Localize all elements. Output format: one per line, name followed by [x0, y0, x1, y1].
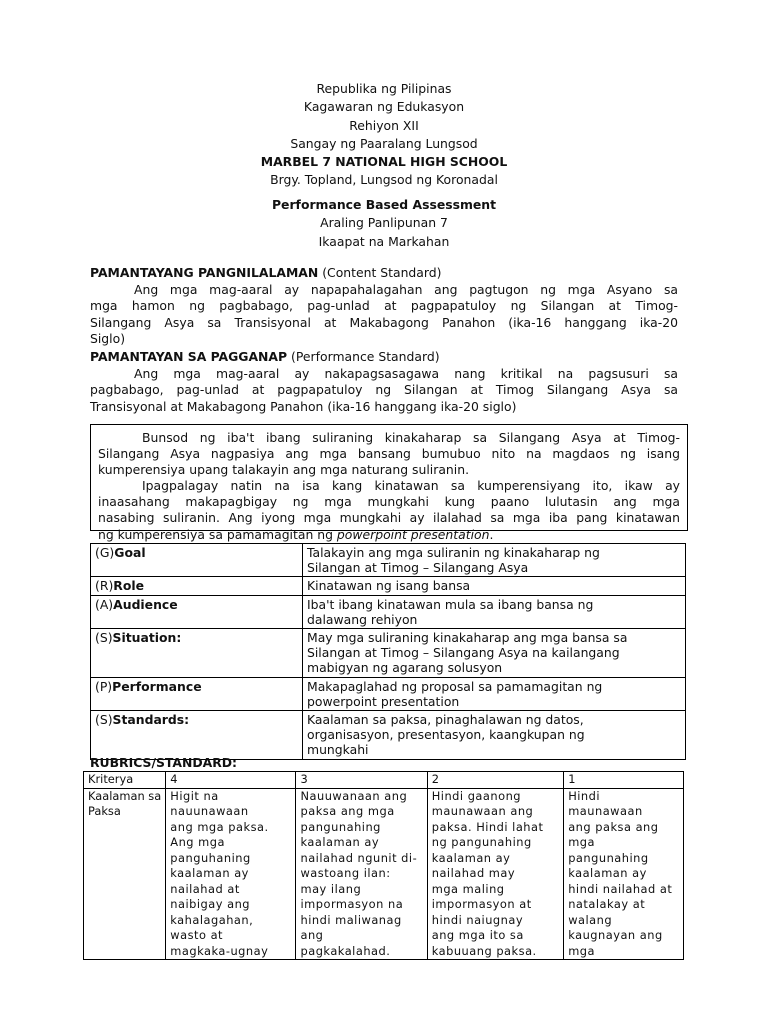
rubric-descriptor-line: kaalaman ay: [431, 850, 511, 865]
scenario-emphasis: powerpoint presentation: [336, 526, 490, 542]
grasps-value-line: May mga suliraning kinakaharap ang mga bansa sa: [307, 630, 628, 646]
grasps-value-cell: [303, 577, 686, 595]
grasps-label: Audience: [113, 596, 178, 612]
rubric-descriptor-line: pagkakalahad.: [300, 943, 391, 958]
header-line-department: Kagawaran ng Edukasyon: [303, 99, 465, 115]
rubric-descriptor-line: pangunahing: [300, 819, 381, 834]
grasps-value-cell: [303, 595, 686, 628]
rubric-header-cell: 2: [427, 772, 563, 789]
scenario-line: inaasahang makapagbigay ng mga mungkahi kung paano lulutasin ang mga: [98, 494, 680, 510]
content-standard-heading-en: (Content Standard): [318, 265, 442, 280]
rubric-descriptor-line: hindi maliwanag: [300, 912, 402, 927]
performance-standard-line: Ang mga mag-aaral ay nakapagsasagawa nang kritikal na pagsusuri sa: [134, 365, 678, 381]
rubric-descriptor-line: ang paksa ang: [568, 819, 659, 834]
rubric-descriptor-line: ang mga paksa.: [170, 819, 269, 834]
rubric-descriptor-line: kaugnayan ang: [568, 928, 663, 942]
performance-standard-line: Transisyonal at Makabagong Panahon (ika-16 hanggang ika-20 siglo): [90, 398, 517, 414]
performance-standard-section: [90, 349, 678, 415]
scenario-box: [90, 424, 688, 542]
grasps-value-line: Talakayin ang mga suliranin ng kinakaharap ng: [307, 545, 600, 560]
school-address: Brgy. Topland, Lungsod ng Koronadal: [270, 172, 498, 188]
header-line-division: Sangay ng Paaralang Lungsod: [290, 135, 478, 151]
rubric-descriptor-line: nailahad ngunit di-: [300, 850, 418, 865]
grasps-value-cell: [303, 711, 686, 760]
rubric-descriptor-line: paksa ang mga: [300, 804, 395, 818]
rubric-descriptor-line: walang: [568, 912, 613, 927]
header-line-republic: Republika ng Pilipinas: [316, 81, 452, 96]
rubric-descriptor-line: kahalagahan,: [170, 912, 254, 927]
grasps-label: Standards:: [112, 712, 190, 728]
performance-standard-heading-en: (Performance Standard): [287, 349, 440, 364]
grasps-value-line: powerpoint presentation: [307, 693, 460, 709]
rubric-descriptor-line: wastoang ilan:: [300, 866, 391, 880]
rubric-descriptor-line: kaalaman ay: [300, 835, 380, 849]
content-standard-heading: PAMANTAYANG PANGNILALAMAN: [90, 265, 319, 280]
rubric-descriptor-line: maunawaan: [568, 804, 643, 818]
rubric-descriptor-line: natalakay at: [568, 897, 646, 911]
rubrics-body-row: [84, 788, 684, 960]
grasps-value-line: mabigyan ng agarang solusyon: [307, 660, 503, 676]
rubric-descriptor-line: pangunahing: [568, 850, 649, 865]
grasps-label: Goal: [114, 545, 146, 560]
assessment-title: Performance Based Assessment: [271, 197, 497, 212]
grasps-key-cell: [91, 595, 303, 628]
rubric-header-cell: Kriterya: [84, 772, 166, 789]
rubric-criterion-line: Paksa: [88, 804, 121, 818]
grasps-label: Performance: [112, 678, 202, 694]
rubrics-title: RUBRICS/STANDARD:: [90, 755, 237, 770]
grasps-prefix: (P): [95, 678, 113, 694]
rubric-descriptor-line: ang mga ito sa: [431, 928, 524, 942]
rubric-descriptor-line: may ilang: [300, 881, 362, 896]
rubric-descriptor-line: kaalaman ay: [568, 866, 647, 880]
grasps-row: [91, 711, 686, 760]
rubric-level-4-cell: [166, 788, 296, 960]
assessment-subject: Araling Panlipunan 7: [320, 215, 448, 231]
scenario-text: ng kumperensiya sa pamamagitan ng: [98, 526, 337, 542]
performance-standard-heading: PAMANTAYAN SA PAGGANAP: [90, 349, 288, 364]
grasps-row: [91, 629, 686, 678]
rubric-descriptor-line: kabuuang paksa.: [431, 943, 537, 958]
rubric-criterion-cell: [84, 788, 166, 960]
rubric-descriptor-line: naibigay ang: [170, 897, 251, 911]
rubric-descriptor-line: ang: [300, 928, 324, 942]
grasps-value-line: mungkahi: [307, 742, 369, 758]
grasps-key-cell: [91, 711, 303, 760]
rubric-descriptor-line: mga: [568, 943, 595, 958]
content-standard-line: mga hamon ng pagbabago, pag-unlad at pagpapatuloy ng Silangan at Timog-: [90, 298, 678, 314]
rubric-level-2-cell: [427, 788, 563, 960]
rubric-descriptor-line: nauunawaan: [170, 804, 249, 818]
scenario-line: kumperensiya upang talakayin ang mga naturang suliranin.: [98, 462, 470, 478]
rubric-header-cell: 4: [166, 772, 296, 789]
rubrics-header-row: [84, 772, 684, 789]
grasps-row: [91, 544, 686, 577]
rubric-descriptor-line: paksa. Hindi lahat: [431, 819, 544, 834]
rubric-descriptor-line: panguhaning: [170, 850, 251, 865]
content-standard-section: [90, 265, 678, 348]
scenario-line: Ipagpalagay natin na isa kang kinatawan sa kumperensiyang ito, ikaw ay: [142, 478, 680, 494]
rubric-criterion-line: Kaalaman sa: [88, 788, 162, 803]
grasps-table: [90, 543, 686, 760]
rubric-descriptor-line: impormasyon na: [300, 897, 404, 911]
grasps-prefix: (R): [95, 578, 114, 594]
grasps-value-cell: [303, 629, 686, 678]
grasps-prefix: (A): [95, 596, 114, 612]
rubric-descriptor-line: nailahad at: [170, 881, 240, 896]
rubric-descriptor-line: ng pangunahing: [431, 835, 532, 849]
document-header: [0, 80, 768, 190]
grasps-value-cell: [303, 544, 686, 577]
grasps-value-line: organisasyon, presentasyon, kaangkupan ng: [307, 727, 585, 743]
content-standard-line: Silangang Asya sa Transisyonal at Makabagong Panahon (ika-16 hanggang ika-20: [90, 314, 678, 330]
grasps-value-cell: [303, 677, 686, 710]
content-standard-line: Siglo): [90, 331, 126, 347]
content-standard-line: Ang mga mag-aaral ay napapahalagahan ang pagtugon ng mga Asyano sa: [134, 281, 678, 297]
grasps-value-line: Kinatawan ng isang bansa: [307, 578, 471, 594]
grasps-key-cell: [91, 629, 303, 678]
scenario-line: [98, 527, 680, 543]
header-line-region: Rehiyon XII: [349, 117, 419, 133]
rubric-descriptor-line: kaalaman ay: [170, 866, 249, 880]
rubric-descriptor-line: Hindi: [568, 788, 601, 803]
rubric-level-1-cell: [564, 788, 684, 960]
rubric-descriptor-line: mga: [568, 835, 595, 849]
grasps-value-line: Kaalaman sa paksa, pinaghalawan ng datos,: [307, 712, 584, 728]
grasps-value-line: Iba't ibang kinatawan mula sa ibang bansa ng: [307, 596, 594, 612]
grasps-value-line: Makapaglahad ng proposal sa pamamagitan ng: [307, 678, 603, 694]
scenario-line: Bunsod ng iba't ibang suliraning kinakaharap sa Silangang Asya at Timog-: [142, 430, 680, 445]
grasps-key-cell: [91, 577, 303, 595]
scenario-period: .: [489, 526, 494, 542]
rubric-header-cell: 3: [296, 772, 427, 789]
grasps-value-line: Silangan at Timog – Silangang Asya na kailangang: [307, 645, 620, 661]
rubric-descriptor-line: hindi naiugnay: [431, 912, 524, 927]
rubric-descriptor-line: magkaka-ugnay: [170, 943, 269, 958]
grasps-value-line: Silangan at Timog – Silangang Asya: [307, 560, 529, 576]
grasps-prefix: (S): [95, 712, 113, 728]
grasps-row: [91, 577, 686, 595]
rubric-level-3-cell: [296, 788, 427, 960]
scenario-line: Silangang Asya nagpasiya ang mga bansang bumubuo nito na magdaos ng isang: [98, 446, 680, 462]
grasps-key-cell: [91, 544, 303, 577]
grasps-prefix: (S): [95, 630, 113, 646]
scenario-line: nasabing suliranin. Ang iyong mga mungkahi ay ilalahad sa mga iba pang kinatawan: [98, 510, 680, 526]
assessment-quarter: Ikaapat na Markahan: [318, 233, 450, 249]
rubric-header-cell: 1: [564, 772, 684, 789]
rubric-descriptor-line: Nauuwanaan ang: [300, 788, 408, 803]
grasps-prefix: (G): [95, 545, 115, 560]
rubric-descriptor-line: wasto at: [170, 928, 224, 942]
rubric-descriptor-line: Higit na: [170, 788, 219, 803]
grasps-key-cell: [91, 677, 303, 710]
grasps-label: Role: [113, 578, 144, 594]
grasps-row: [91, 595, 686, 628]
rubric-descriptor-line: hindi nailahad at: [568, 881, 673, 896]
rubric-descriptor-line: impormasyon at: [431, 897, 532, 911]
rubrics-table: [83, 771, 684, 960]
performance-standard-line: pagbabago, pag-unlad at pagpapatuloy ng Silangan at Timog Silangang Asya sa: [90, 382, 678, 398]
school-name: MARBEL 7 NATIONAL HIGH SCHOOL: [260, 154, 508, 170]
rubric-descriptor-line: maunawaan ang: [431, 804, 534, 818]
rubric-descriptor-line: Ang mga: [170, 835, 225, 849]
rubric-descriptor-line: Hindi gaanong: [431, 788, 522, 803]
assessment-title-block: [0, 196, 768, 251]
rubric-descriptor-line: nailahad may: [431, 866, 516, 880]
grasps-label: Situation:: [112, 630, 182, 646]
grasps-value-line: dalawang rehiyon: [307, 611, 418, 627]
rubric-descriptor-line: mga maling: [431, 881, 505, 896]
grasps-row: [91, 677, 686, 710]
